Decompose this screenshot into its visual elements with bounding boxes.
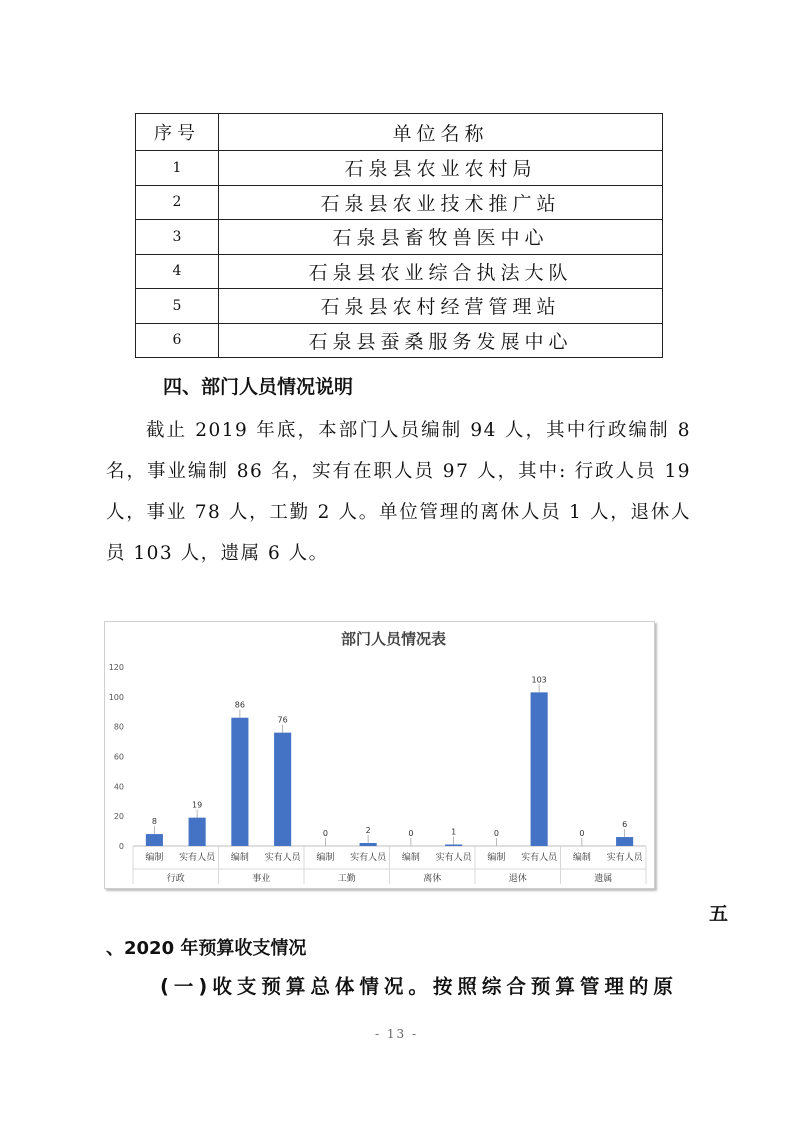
bar (360, 843, 377, 846)
subsection-heading-overall: (一)收支预算总体情况。按照综合预算管理的原 (160, 975, 678, 998)
chart-canvas (105, 622, 654, 888)
table-row (136, 254, 663, 289)
section-heading-personnel: 四、部门人员情况说明 (163, 376, 354, 398)
y-tick-label: 100 (108, 692, 124, 702)
y-tick-label: 60 (113, 752, 124, 762)
row-unit-name: 石泉县农业技术推广站 (219, 185, 663, 220)
data-label: 0 (493, 829, 499, 838)
x-group-label: 退休 (508, 874, 527, 884)
data-label: 0 (322, 829, 328, 838)
header-unit-name: 单位名称 (219, 114, 663, 151)
bar (231, 718, 248, 846)
x-subcategory-label: 编制 (316, 853, 335, 863)
x-subcategory-label: 编制 (401, 853, 420, 863)
x-subcategory-label: 编制 (230, 853, 249, 863)
row-unit-name: 石泉县农业综合执法大队 (219, 254, 663, 289)
row-unit-name: 石泉县农业农村局 (219, 151, 663, 186)
y-tick-label: 120 (108, 663, 124, 672)
x-group-label: 离休 (423, 874, 442, 884)
row-number: 5 (136, 289, 219, 324)
y-tick-label: 80 (113, 722, 124, 732)
x-group-label: 遗属 (594, 874, 613, 884)
table-row (136, 323, 663, 358)
data-label: 103 (531, 675, 547, 685)
y-tick-label: 40 (113, 782, 124, 792)
table-header-row (136, 114, 663, 151)
data-label: 0 (579, 829, 585, 838)
x-subcategory-label: 实有人员 (606, 853, 643, 863)
bar (146, 834, 163, 846)
x-subcategory-label: 编制 (487, 853, 506, 863)
row-number: 1 (136, 151, 219, 186)
data-label: 6 (622, 820, 628, 830)
x-group-label: 事业 (252, 874, 271, 884)
row-unit-name: 石泉县农村经营管理站 (219, 289, 663, 324)
table-row (136, 151, 663, 186)
header-serial-number: 序号 (136, 114, 219, 151)
x-subcategory-label: 实有人员 (435, 853, 472, 863)
x-subcategory-label: 编制 (145, 853, 164, 863)
page-number: - 13 - (374, 1027, 418, 1041)
data-label: 2 (365, 826, 371, 836)
bar (531, 692, 548, 846)
section-heading-budget: 、2020 年预算收支情况 (106, 938, 307, 959)
table-row (136, 185, 663, 220)
x-group-label: 行政 (166, 874, 185, 884)
data-label: 1 (451, 827, 457, 837)
data-label: 19 (192, 800, 203, 810)
x-subcategory-label: 实有人员 (350, 853, 387, 863)
x-subcategory-label: 实有人员 (179, 853, 216, 863)
x-subcategory-label: 实有人员 (264, 853, 301, 863)
row-number: 4 (136, 254, 219, 289)
y-tick-label: 0 (118, 842, 124, 851)
section-five-numeral: 五 (709, 903, 729, 925)
x-group-label: 工勤 (337, 874, 356, 884)
bar (616, 837, 633, 846)
personnel-chart (104, 621, 655, 889)
row-number: 6 (136, 323, 219, 358)
row-number: 2 (136, 185, 219, 220)
y-tick-label: 20 (113, 812, 124, 822)
data-label: 76 (277, 715, 288, 725)
bar (445, 845, 462, 846)
bar (274, 733, 291, 846)
row-unit-name: 石泉县畜牧兽医中心 (219, 220, 663, 255)
chart-title: 部门人员情况表 (340, 630, 447, 648)
row-number: 3 (136, 220, 219, 255)
table-row (136, 289, 663, 324)
unit-table (135, 113, 663, 358)
x-subcategory-label: 编制 (572, 853, 591, 863)
data-label: 86 (234, 700, 245, 710)
data-label: 0 (408, 829, 414, 838)
personnel-paragraph: 截止 2019 年底，本部门人员编制 94 人，其中行政编制 8 名，事业编制 86 名，实有在职人员 97 人，其中: 行政人员 19 人，事业 78 人，工勤 2 人。单位管理的离休人员 1 人，退休人员 103 人，遗属 6 人。 (106, 420, 691, 564)
x-subcategory-label: 实有人员 (521, 853, 558, 863)
row-unit-name: 石泉县蚕桑服务发展中心 (219, 323, 663, 358)
table-row (136, 220, 663, 255)
bar (189, 818, 206, 846)
data-label: 8 (151, 817, 157, 827)
